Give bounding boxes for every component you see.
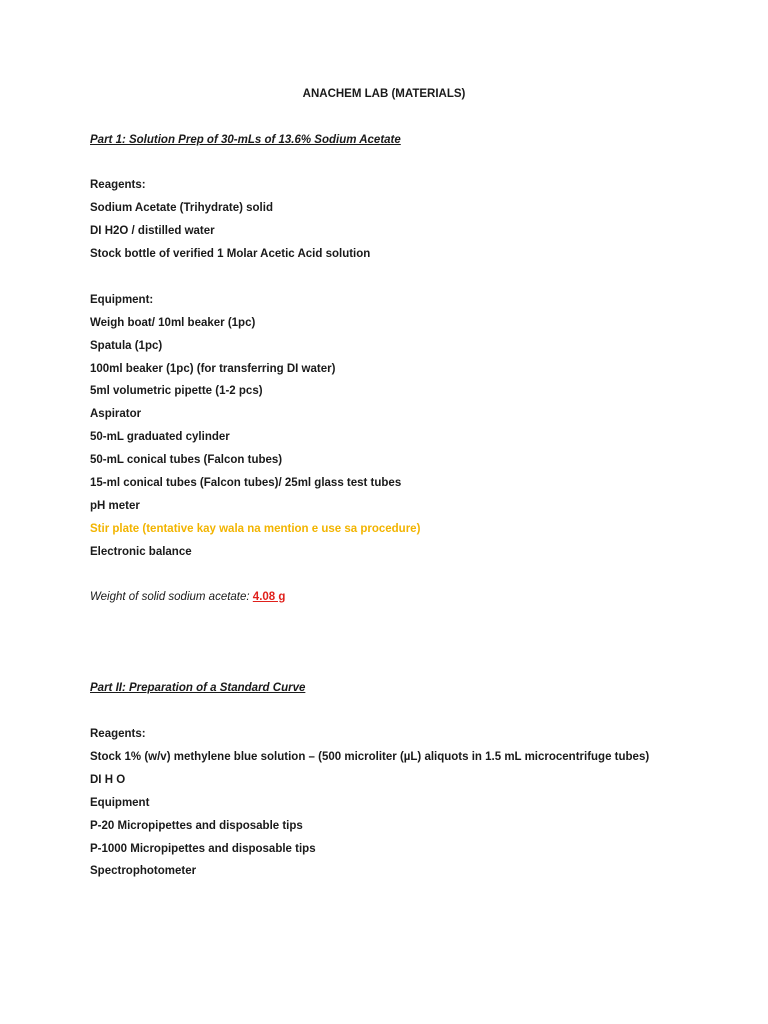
part1-equipment-item: Electronic balance xyxy=(90,546,192,558)
part2-equipment-item: Spectrophotometer xyxy=(90,865,197,877)
part1-equipment-item: Weigh boat/ 10ml beaker (1pc) xyxy=(90,317,256,329)
part2-reagent-item: Stock 1% (w/v) methylene blue solution – (500 microliter (µL) aliquots in 1.5 mL microcentrifuge tubes) xyxy=(90,751,650,763)
part1-equipment-item: Aspirator xyxy=(90,408,142,420)
weight-label: Weight of solid sodium acetate: xyxy=(90,591,253,603)
part1-equipment-item: 50-mL conical tubes (Falcon tubes) xyxy=(90,454,283,466)
part1-equipment-item: Spatula (1pc) xyxy=(90,340,163,352)
stir-plate-note: Stir plate (tentative kay wala na mention e use sa procedure) xyxy=(90,523,421,535)
part2-heading: Part II: Preparation of a Standard Curve xyxy=(90,682,306,694)
weight-value: 4.08 g xyxy=(252,591,286,603)
part2-equipment-item: P-1000 Micropipettes and disposable tips xyxy=(90,843,316,855)
part1-reagents-label: Reagents: xyxy=(90,179,146,191)
part1-equipment-item: 100ml beaker (1pc) (for transferring DI water) xyxy=(90,363,336,375)
part1-reagent-item: DI H2O / distilled water xyxy=(90,225,215,237)
part1-heading: Part 1: Solution Prep of 30-mLs of 13.6% Sodium Acetate xyxy=(90,134,401,146)
part2-reagents-label: Reagents: xyxy=(90,728,146,740)
part1-equipment-item: 50-mL graduated cylinder xyxy=(90,431,230,443)
part2-equipment-item: P-20 Micropipettes and disposable tips xyxy=(90,820,303,832)
document-title: ANACHEM LAB (MATERIALS) xyxy=(302,88,466,100)
part1-equipment-label: Equipment: xyxy=(90,294,154,306)
part2-reagent-item: DI H O xyxy=(90,774,126,786)
part1-equipment-item: pH meter xyxy=(90,500,140,512)
part2-equipment-label: Equipment xyxy=(90,797,150,809)
part1-equipment-item: 5ml volumetric pipette (1-2 pcs) xyxy=(90,385,263,397)
weight-line xyxy=(90,590,285,604)
part1-reagent-item: Sodium Acetate (Trihydrate) solid xyxy=(90,202,273,214)
part1-reagent-item: Stock bottle of verified 1 Molar Acetic Acid solution xyxy=(90,248,371,260)
part1-equipment-item: 15-ml conical tubes (Falcon tubes)/ 25ml glass test tubes xyxy=(90,477,402,489)
